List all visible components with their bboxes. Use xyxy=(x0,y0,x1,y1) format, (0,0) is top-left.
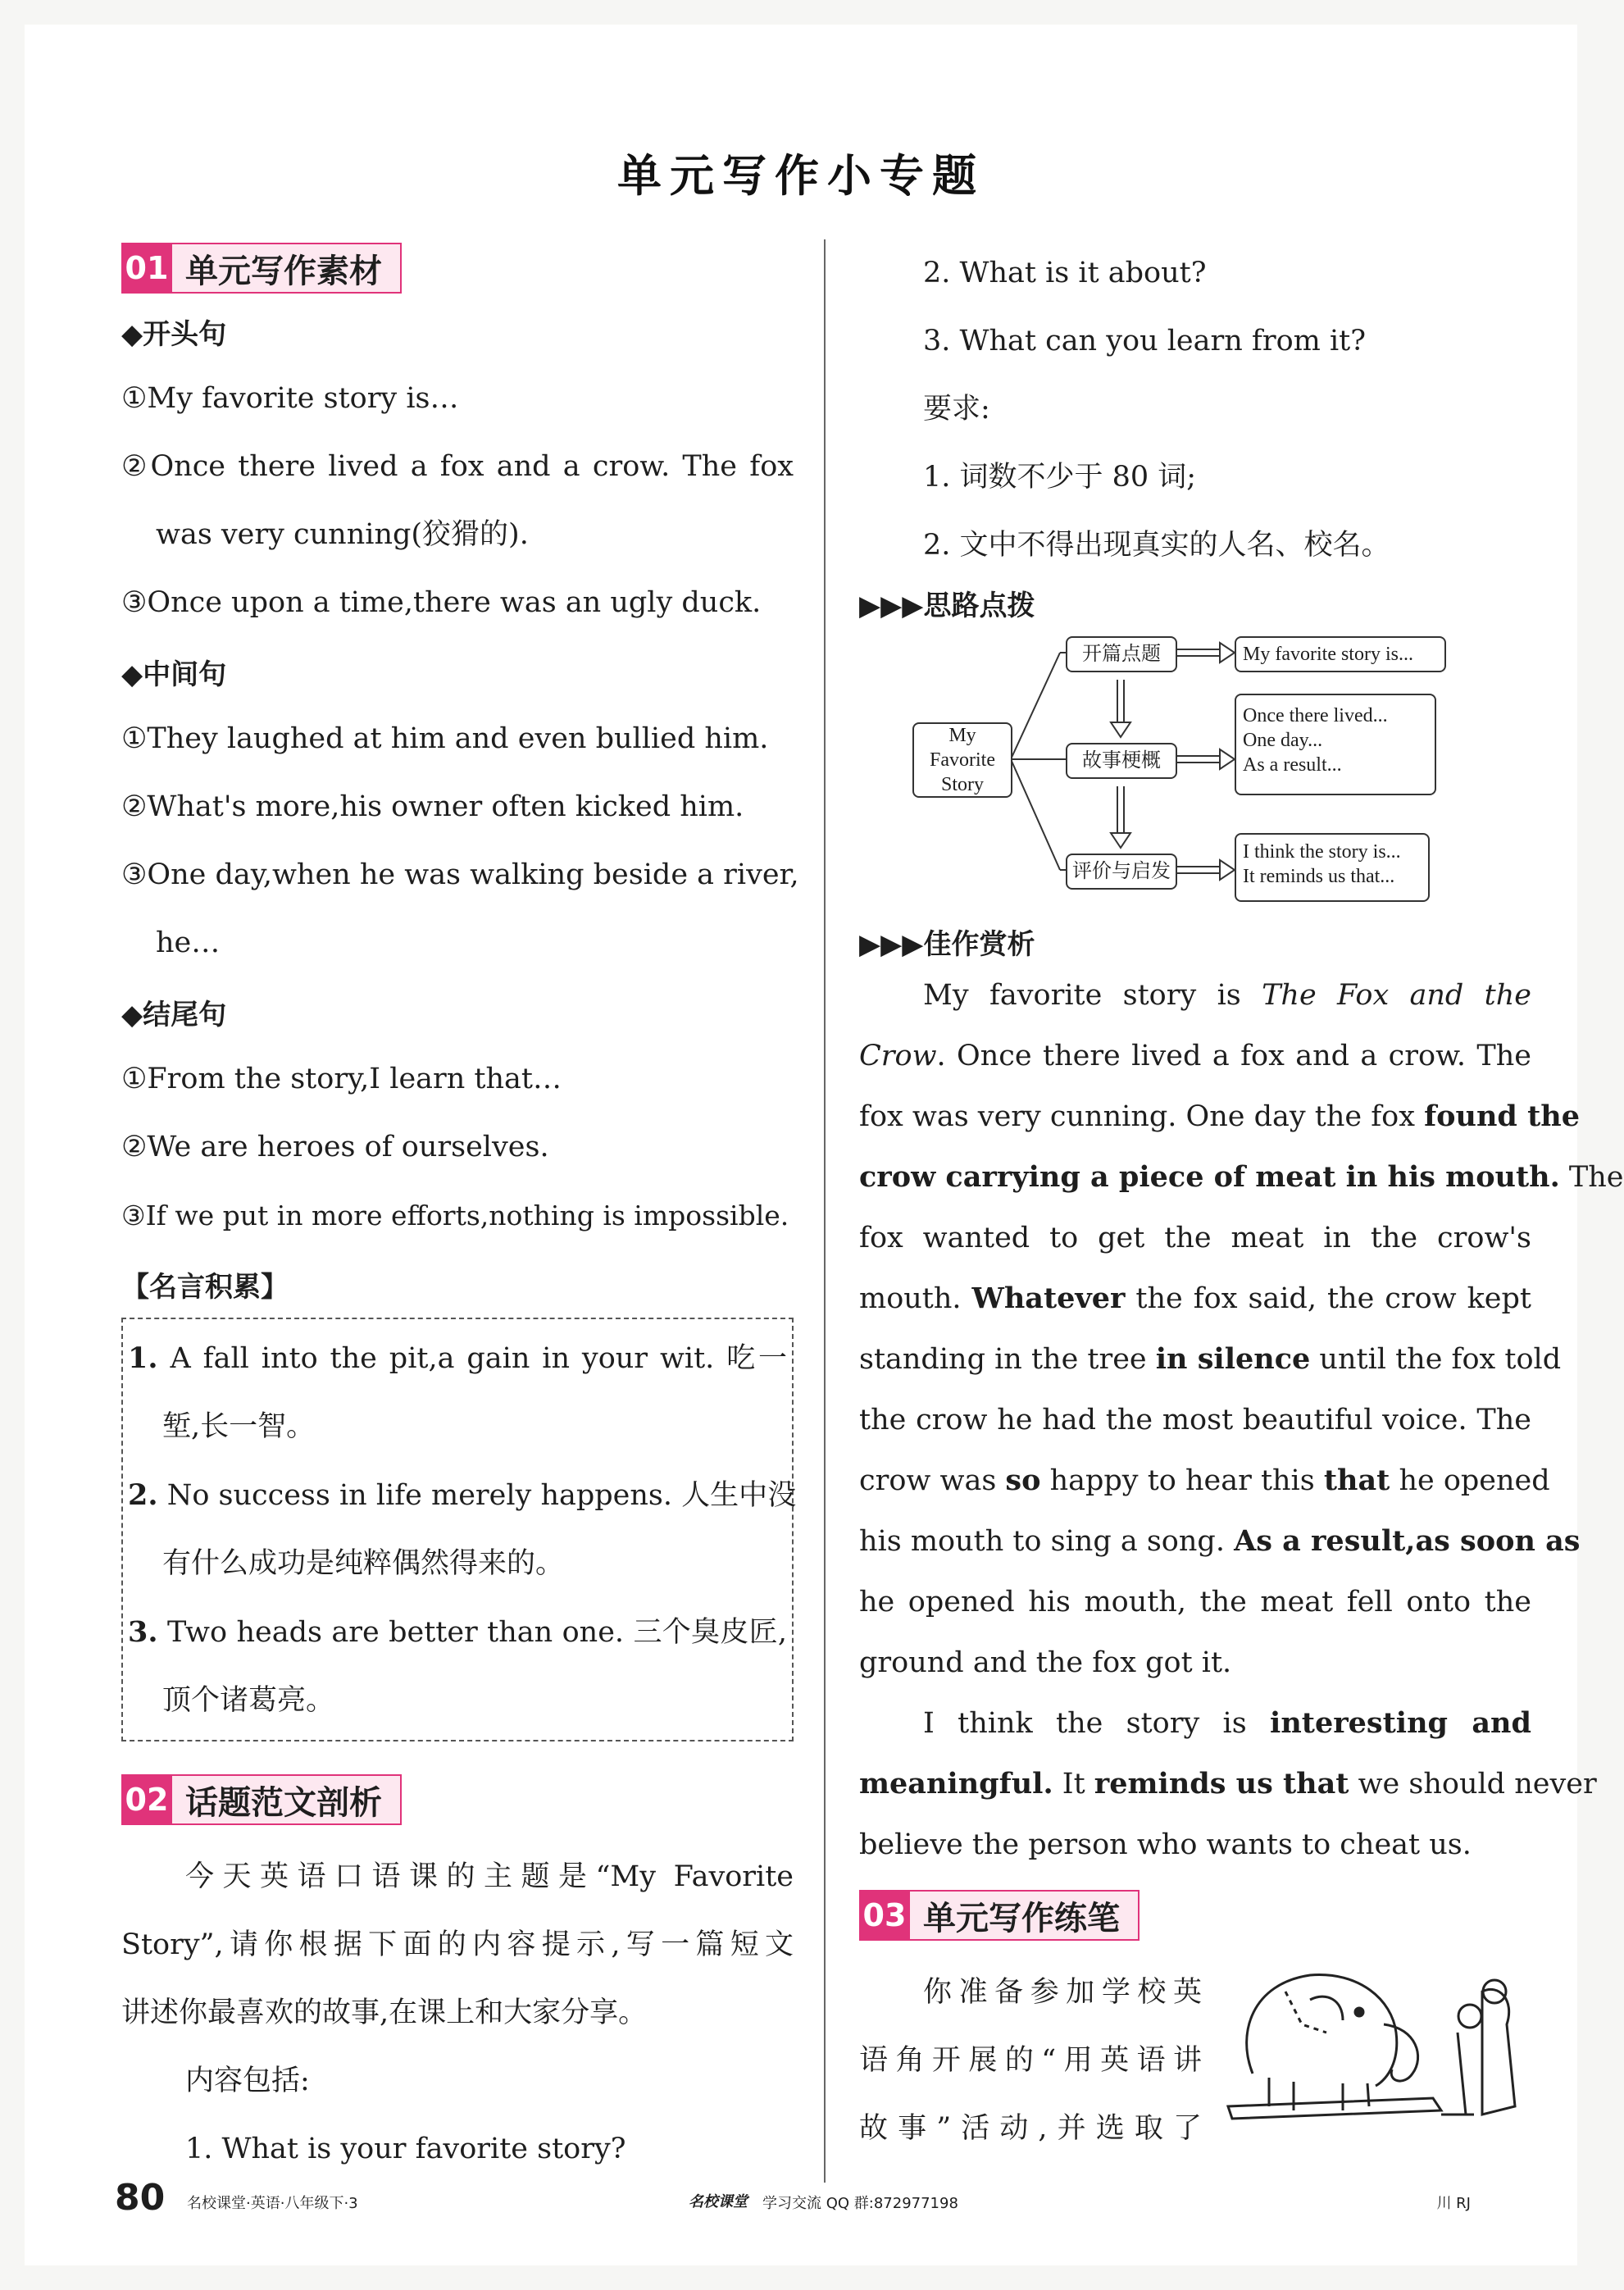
middle-heading: ◆中间句 xyxy=(121,658,227,691)
question-line: 2. What is it about? xyxy=(923,257,1207,289)
quotes-heading: 【名言积累】 xyxy=(121,1271,289,1304)
model-heading: ▶▶▶佳作赏析 xyxy=(859,928,1035,961)
diagram-step-box: 评价与启发 xyxy=(1066,854,1177,890)
prompt-line: 今天英语口语课的主题是“My Favorite xyxy=(185,1860,794,1893)
diagram-step-box: 开篇点题 xyxy=(1066,636,1177,672)
diagram-output-box: My favorite story is... xyxy=(1235,636,1446,672)
page-title: 单元写作小专题 xyxy=(617,150,985,202)
diagram-output-box: Once there lived... One day... As a result... xyxy=(1235,694,1436,795)
edition-code: 川 RJ xyxy=(1436,2195,1471,2212)
ending-line: ③If we put in more efforts,nothing is impossible. xyxy=(121,1200,789,1232)
model-essay: My favorite story is The Fox and the Crow. Once there lived a fox and a crow. The fox was very cunning. One day the fox found the crow carrying a piece of meat in his mouth. The fox wanted to get the meat in the crow's mouth. Whatever the fox said, the crow kept standing in the tree in silence until the fox told the crow he had the most beautiful voice. The crow was so happy to hear this that he opened his mouth to sing a song. As a result,as soon as he opened his mouth, the meat fell onto the ground and the fox got it. I think the story is interesting and meaningful. It reminds us that we should never believe the person who wants to cheat us. xyxy=(859,979,1624,1861)
quote-item: 3. Two heads are better than one. 三个臭皮匠, xyxy=(128,1615,787,1649)
requirement-line: 2. 文中不得出现真实的人名、校名。 xyxy=(923,529,1390,562)
opening-line: ③Once upon a time,there was an ugly duck. xyxy=(121,586,762,619)
section-number: 02 xyxy=(121,1774,172,1825)
quote-item-cont: 顶个诸葛亮。 xyxy=(162,1684,335,1717)
section-label: 单元写作素材 xyxy=(172,243,402,294)
page xyxy=(25,25,1624,2265)
requirements-label: 要求: xyxy=(923,393,990,426)
quote-item: 2. No success in life merely happens. 人生中没 xyxy=(128,1478,797,1512)
section-label: 单元写作练笔 xyxy=(910,1890,1140,1941)
practice-line: 你准备参加学校英 xyxy=(923,1976,1202,2009)
opening-line: ②Once there lived a fox and a crow. The fox xyxy=(121,450,794,483)
diagram-output-box: I think the story is... It reminds us that... xyxy=(1235,833,1430,902)
question-line: 1. What is your favorite story? xyxy=(185,2133,626,2165)
book-info: 名校课堂·英语·八年级下·3 xyxy=(187,2195,358,2212)
quote-item-cont: 有什么成功是纯粹偶然得来的。 xyxy=(162,1547,565,1580)
guide-heading: ▶▶▶思路点拨 xyxy=(859,590,1035,622)
practice-line: 语角开展的“用英语讲 xyxy=(859,2044,1202,2077)
section-header-03 xyxy=(859,1890,1531,1941)
quote-item-cont: 堑,长一智。 xyxy=(162,1410,316,1443)
prompt-line: 讲述你最喜欢的故事,在课上和大家分享。 xyxy=(121,1996,648,2029)
opening-heading: ◆开头句 xyxy=(121,318,227,351)
prompt-line: Story”,请你根据下面的内容提示,写一篇短文 xyxy=(121,1928,794,1961)
section-number: 01 xyxy=(121,243,172,294)
practice-line: 故事”活动,并选取了 xyxy=(859,2112,1202,2145)
idea-diagram xyxy=(859,636,1531,907)
brand-logo: 名校课堂 xyxy=(689,2193,748,2210)
section-header-02 xyxy=(121,1774,794,1825)
column-divider xyxy=(824,239,826,2183)
quotes-box xyxy=(121,1318,797,1741)
opening-line: was very cunning(狡猾的). xyxy=(156,518,529,551)
quote-item: 1. A fall into the pit,a gain in your wit. 吃一 xyxy=(128,1341,787,1375)
middle-line: he… xyxy=(156,926,221,959)
page-number: 80 xyxy=(115,2177,166,2219)
qq-group: 学习交流 QQ 群:872977198 xyxy=(762,2195,958,2212)
elephant-illustration xyxy=(1220,1942,1531,2131)
section3-body xyxy=(859,1959,1531,2163)
content-label: 内容包括: xyxy=(185,2065,310,2097)
ending-line: ②We are heroes of ourselves. xyxy=(121,1131,549,1163)
left-column xyxy=(121,239,799,2183)
question-line: 3. What can you learn from it? xyxy=(923,325,1367,357)
middle-line: ①They laughed at him and even bullied him. xyxy=(121,722,769,755)
opening-line: ①My favorite story is… xyxy=(121,382,459,415)
diagram-step-box: 故事梗概 xyxy=(1066,743,1177,779)
ending-heading: ◆结尾句 xyxy=(121,999,227,1031)
ending-line: ①From the story,I learn that… xyxy=(121,1063,562,1095)
right-column xyxy=(859,239,1624,2163)
section-label: 话题范文剖析 xyxy=(172,1774,402,1825)
diagram-center-box: My Favorite Story xyxy=(912,722,1012,798)
middle-line: ③One day,when he was walking beside a river, xyxy=(121,858,799,891)
middle-line: ②What's more,his owner often kicked him. xyxy=(121,790,744,823)
section-number: 03 xyxy=(859,1890,910,1941)
page-footer xyxy=(115,2177,1471,2219)
section-header-01 xyxy=(121,243,794,294)
requirement-line: 1. 词数不少于 80 词; xyxy=(923,461,1197,494)
